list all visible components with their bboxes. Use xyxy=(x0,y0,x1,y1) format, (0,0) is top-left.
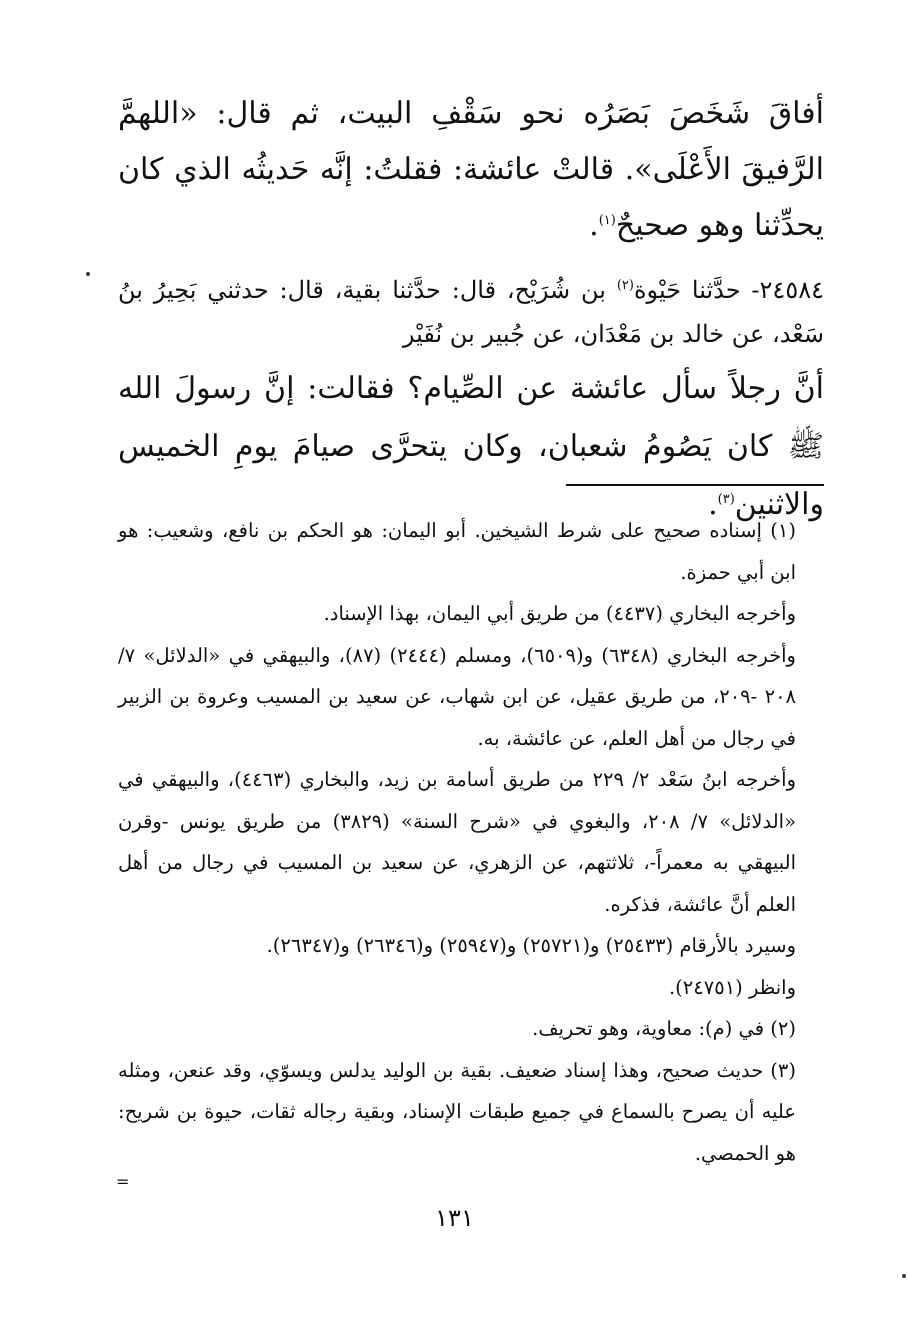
footnote-2: (٢) في (م): معاوية، وهو تحريف. xyxy=(532,1017,796,1040)
main-text xyxy=(118,86,824,254)
footnote-1-line: وأخرجه البخاري (٤٤٣٧) من طريق أبي اليمان، بهذا الإسناد. xyxy=(323,602,796,625)
footnote-1-line: (١) إسناده صحيح على شرط الشيخين. أبو اليمان: هو الحكم بن نافع، وشعيب: هو ابن أبي حمزة. xyxy=(118,519,796,584)
footnote-1-line: وأخرجه ابنُ سَعْد ٢/ ٢٢٩ من طريق أسامة بن زيد، والبخاري (٤٤٦٣)، والبيهقي في «الدلائل» ٧/ ٢٠٨، والبغوي في «شرح السنة» (٣٨٢٩) من طريق يونس -وقرن البيهقي به معمراً-، ثلاثتهم، عن الزهري، عن سعيد بن المسيب في رجال من أهل العلم أنَّ عائشة، فذكره. xyxy=(118,768,797,916)
main-paragraph xyxy=(118,86,824,254)
footnote-1-line: وسيرد بالأرقام (٢٥٤٣٣) و(٢٥٧٢١) و(٢٥٩٤٧) و(٢٦٣٤٦) و(٢٦٣٤٧). xyxy=(266,934,796,957)
punctuation: . xyxy=(708,487,718,522)
footnote-divider xyxy=(566,484,824,486)
punctuation: . xyxy=(589,208,599,243)
isnad-text-b: بن شُرَيْح، قال: حدَّثنا بقية، قال: حدثني بَحِيرُ بنُ سَعْد، عن خالد بن مَعْدَان، عن جُبير بن نُفَيْر xyxy=(118,276,824,348)
isnad-text-a: حدَّثنا حَيْوة xyxy=(633,276,741,304)
footnote-ref-2[interactable]: (٢) xyxy=(616,278,634,293)
matn-paragraph xyxy=(118,360,824,534)
main-paragraph-text: أفاقَ شَخَصَ بَصَرُه نحو سَقْفِ البيت، ثم قال: «اللهمَّ الرَّفيقَ الأَعْلَى». قالتْ عائشة: فقلتُ: إنَّه حَديثُه الذي كان يحدِّثنا وهو صحيحٌ xyxy=(118,96,824,243)
hadith-matn xyxy=(118,360,824,534)
footnote-1-line: وأخرجه البخاري (٦٣٤٨) و(٦٥٠٩)، ومسلم (٢٤٤٤) (٨٧)، والبيهقي في «الدلائل» ٧/ ٢٠٨ -٢٠٩، من طريق عقيل، عن ابن شهاب، عن سعيد بن المسيب وعروة بن الزبير في رجال من أهل العلم، عن عائشة، به. xyxy=(118,643,797,750)
footnotes xyxy=(118,510,824,1174)
scan-speck xyxy=(902,1274,906,1278)
continuation-mark: = xyxy=(116,1172,130,1191)
page-number: ١٣١ xyxy=(435,1204,474,1232)
hadith-isnad xyxy=(118,268,824,356)
matn-text: أنَّ رجلاً سأل عائشة عن الصِّيام؟ فقالت: إنَّ رسولَ الله ﷺ كان يَصُومُ شعبان، وكان يتحرَّى صيامَ يومِ الخميس والاثنين xyxy=(118,371,824,522)
footnote-ref-3[interactable]: (٣) xyxy=(717,492,735,507)
footnote-3: (٣) حديث صحيح، وهذا إسناد ضعيف. بقية بن الوليد يدلس ويسوّي، وقد عنعن، ومثله عليه أن يصرح بالسماع في جميع طبقات الإسناد، وبقية رجاله ثقات، حيوة بن شريح: هو الحمصي. xyxy=(118,1058,796,1165)
footnote-ref-1[interactable]: (١) xyxy=(598,213,616,228)
scan-speck xyxy=(86,272,90,276)
footnote-1-line: وانظر (٢٤٧٥١). xyxy=(668,975,796,999)
hadith-number: ٢٤٥٨٤- xyxy=(751,276,824,304)
isnad-paragraph xyxy=(118,268,824,356)
